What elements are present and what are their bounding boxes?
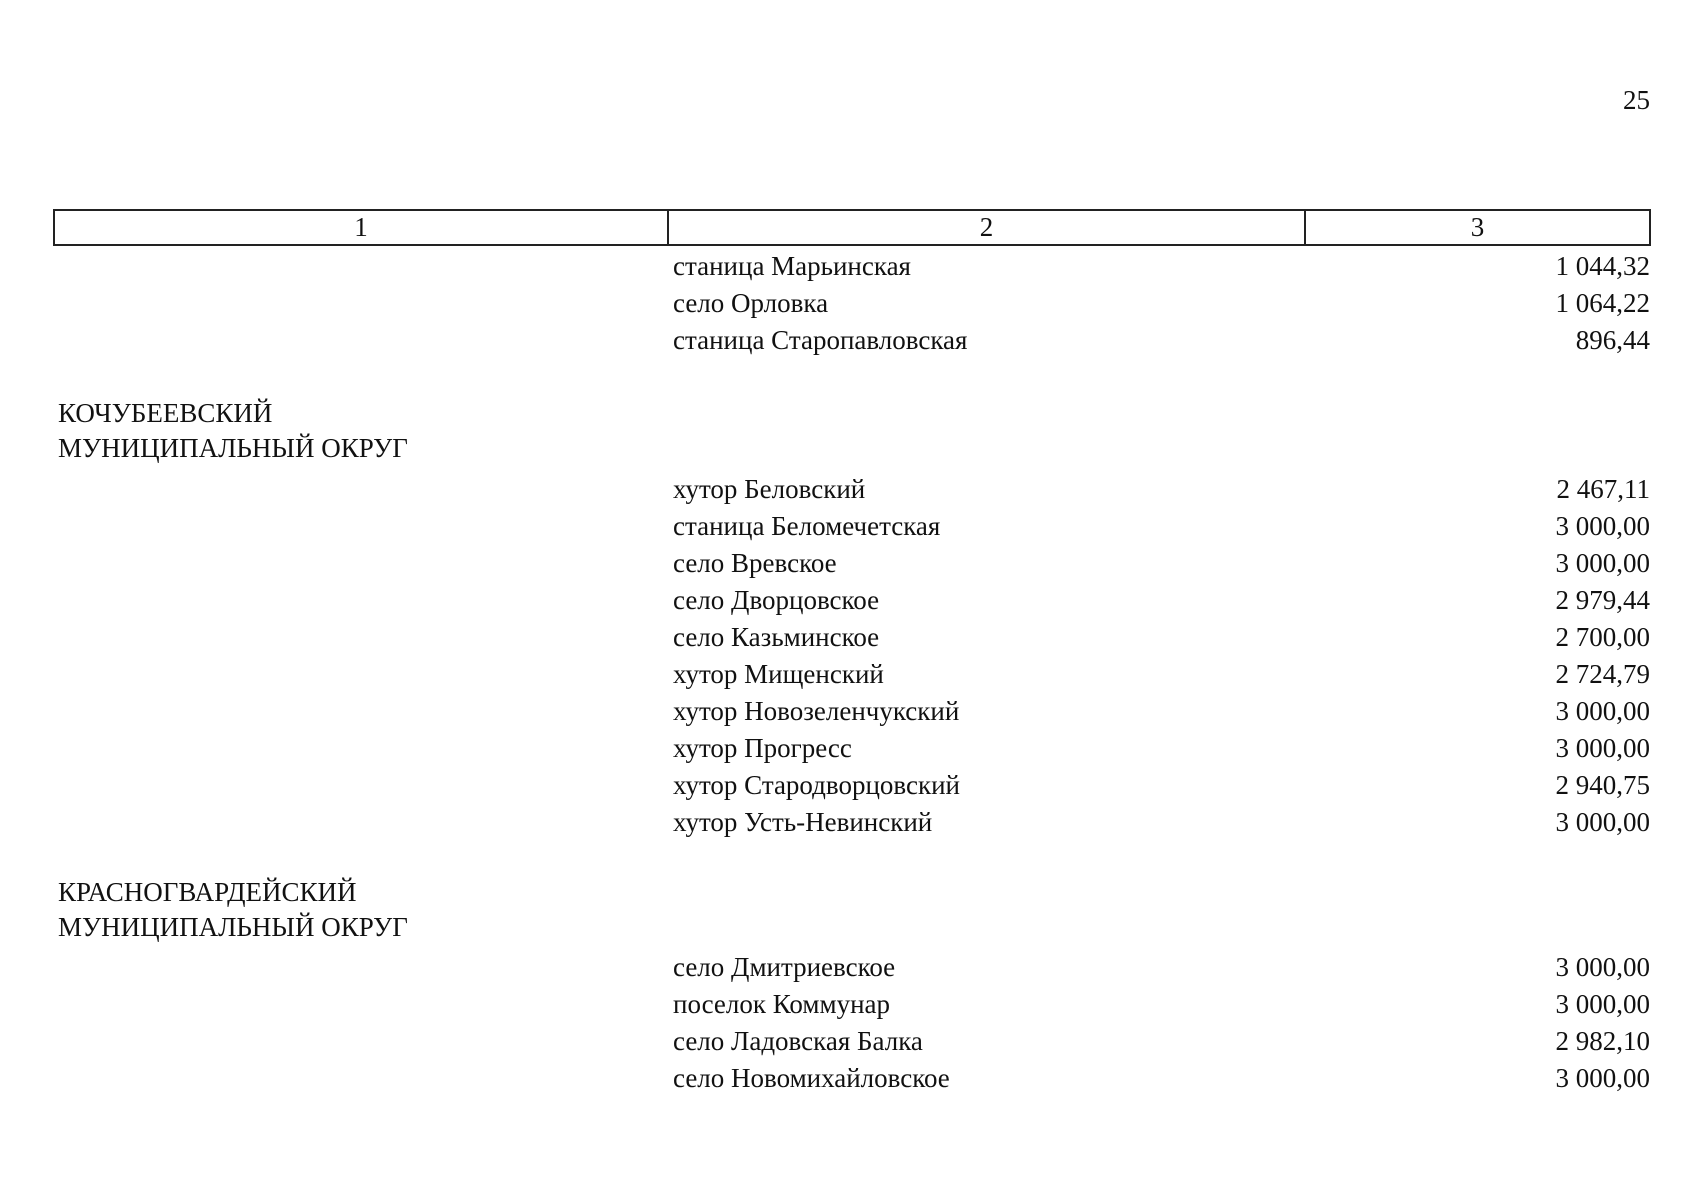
table-row [0, 949, 1695, 986]
header-col-3: 3 [1470, 212, 1485, 242]
settlement-name: станица Старопавловская [673, 325, 968, 355]
settlement-value: 896,44 [1575, 325, 1650, 355]
settlement-name: село Дмитриевское [673, 952, 896, 982]
settlement-value: 2 467,11 [1556, 474, 1650, 504]
table-row [0, 693, 1695, 730]
table-row [0, 619, 1695, 656]
table-header [53, 209, 1651, 246]
settlement-name: хутор Беловский [673, 474, 866, 504]
district-heading [58, 875, 408, 945]
settlement-value: 3 000,00 [1555, 548, 1650, 578]
settlement-name: село Орловка [673, 288, 829, 318]
table-row [0, 656, 1695, 693]
settlement-value: 2 979,44 [1555, 585, 1650, 615]
settlement-name: хутор Новозеленчукский [673, 696, 960, 726]
settlement-value: 3 000,00 [1555, 807, 1650, 837]
header-col-2: 2 [669, 211, 1306, 244]
table-row [0, 545, 1695, 582]
settlement-value: 2 982,10 [1555, 1026, 1650, 1056]
settlement-name: хутор Усть-Невинский [673, 807, 933, 837]
table-row [0, 804, 1695, 841]
settlement-value: 2 724,79 [1555, 659, 1650, 689]
settlement-name: село Вревское [673, 548, 837, 578]
settlement-name: хутор Стародворцовский [673, 770, 960, 800]
table-row [0, 767, 1695, 804]
settlement-value: 3 000,00 [1555, 511, 1650, 541]
settlement-name: хутор Мищенский [673, 659, 884, 689]
table-row [0, 1023, 1695, 1060]
table-row [0, 1060, 1695, 1097]
settlement-name: поселок Коммунар [673, 989, 891, 1019]
district-heading-line-1: КРАСНОГВАРДЕЙСКИЙ [58, 877, 357, 907]
table-row [0, 285, 1695, 322]
district-heading-line-1: КОЧУБЕЕВСКИЙ [58, 398, 273, 428]
district-heading-line-2: МУНИЦИПАЛЬНЫЙ ОКРУГ [58, 433, 408, 463]
settlement-value: 3 000,00 [1555, 733, 1650, 763]
settlement-value: 2 940,75 [1555, 770, 1650, 800]
page-number: 25 [1623, 85, 1650, 115]
settlement-name: село Новомихайловское [673, 1063, 950, 1093]
settlement-value: 1 044,32 [1555, 251, 1650, 281]
district-heading [58, 396, 408, 466]
table-row [0, 471, 1695, 508]
settlement-name: хутор Прогресс [673, 733, 852, 763]
settlement-value: 3 000,00 [1555, 989, 1650, 1019]
header-col-1: 1 [55, 211, 669, 244]
district-heading-line-2: МУНИЦИПАЛЬНЫЙ ОКРУГ [58, 912, 408, 942]
settlement-value: 3 000,00 [1555, 1063, 1650, 1093]
table-row [0, 582, 1695, 619]
settlement-name: село Дворцовское [673, 585, 880, 615]
settlement-name: станица Марьинская [673, 251, 911, 281]
settlement-name: село Казьминское [673, 622, 880, 652]
table-row [0, 248, 1695, 285]
settlement-name: село Ладовская Балка [673, 1026, 923, 1056]
settlement-value: 3 000,00 [1555, 696, 1650, 726]
table-row [0, 322, 1695, 359]
table-row [0, 986, 1695, 1023]
settlement-value: 3 000,00 [1555, 952, 1650, 982]
table-row [0, 730, 1695, 767]
table-row [0, 508, 1695, 545]
settlement-value: 1 064,22 [1555, 288, 1650, 318]
settlement-name: станица Беломечетская [673, 511, 941, 541]
settlement-value: 2 700,00 [1555, 622, 1650, 652]
